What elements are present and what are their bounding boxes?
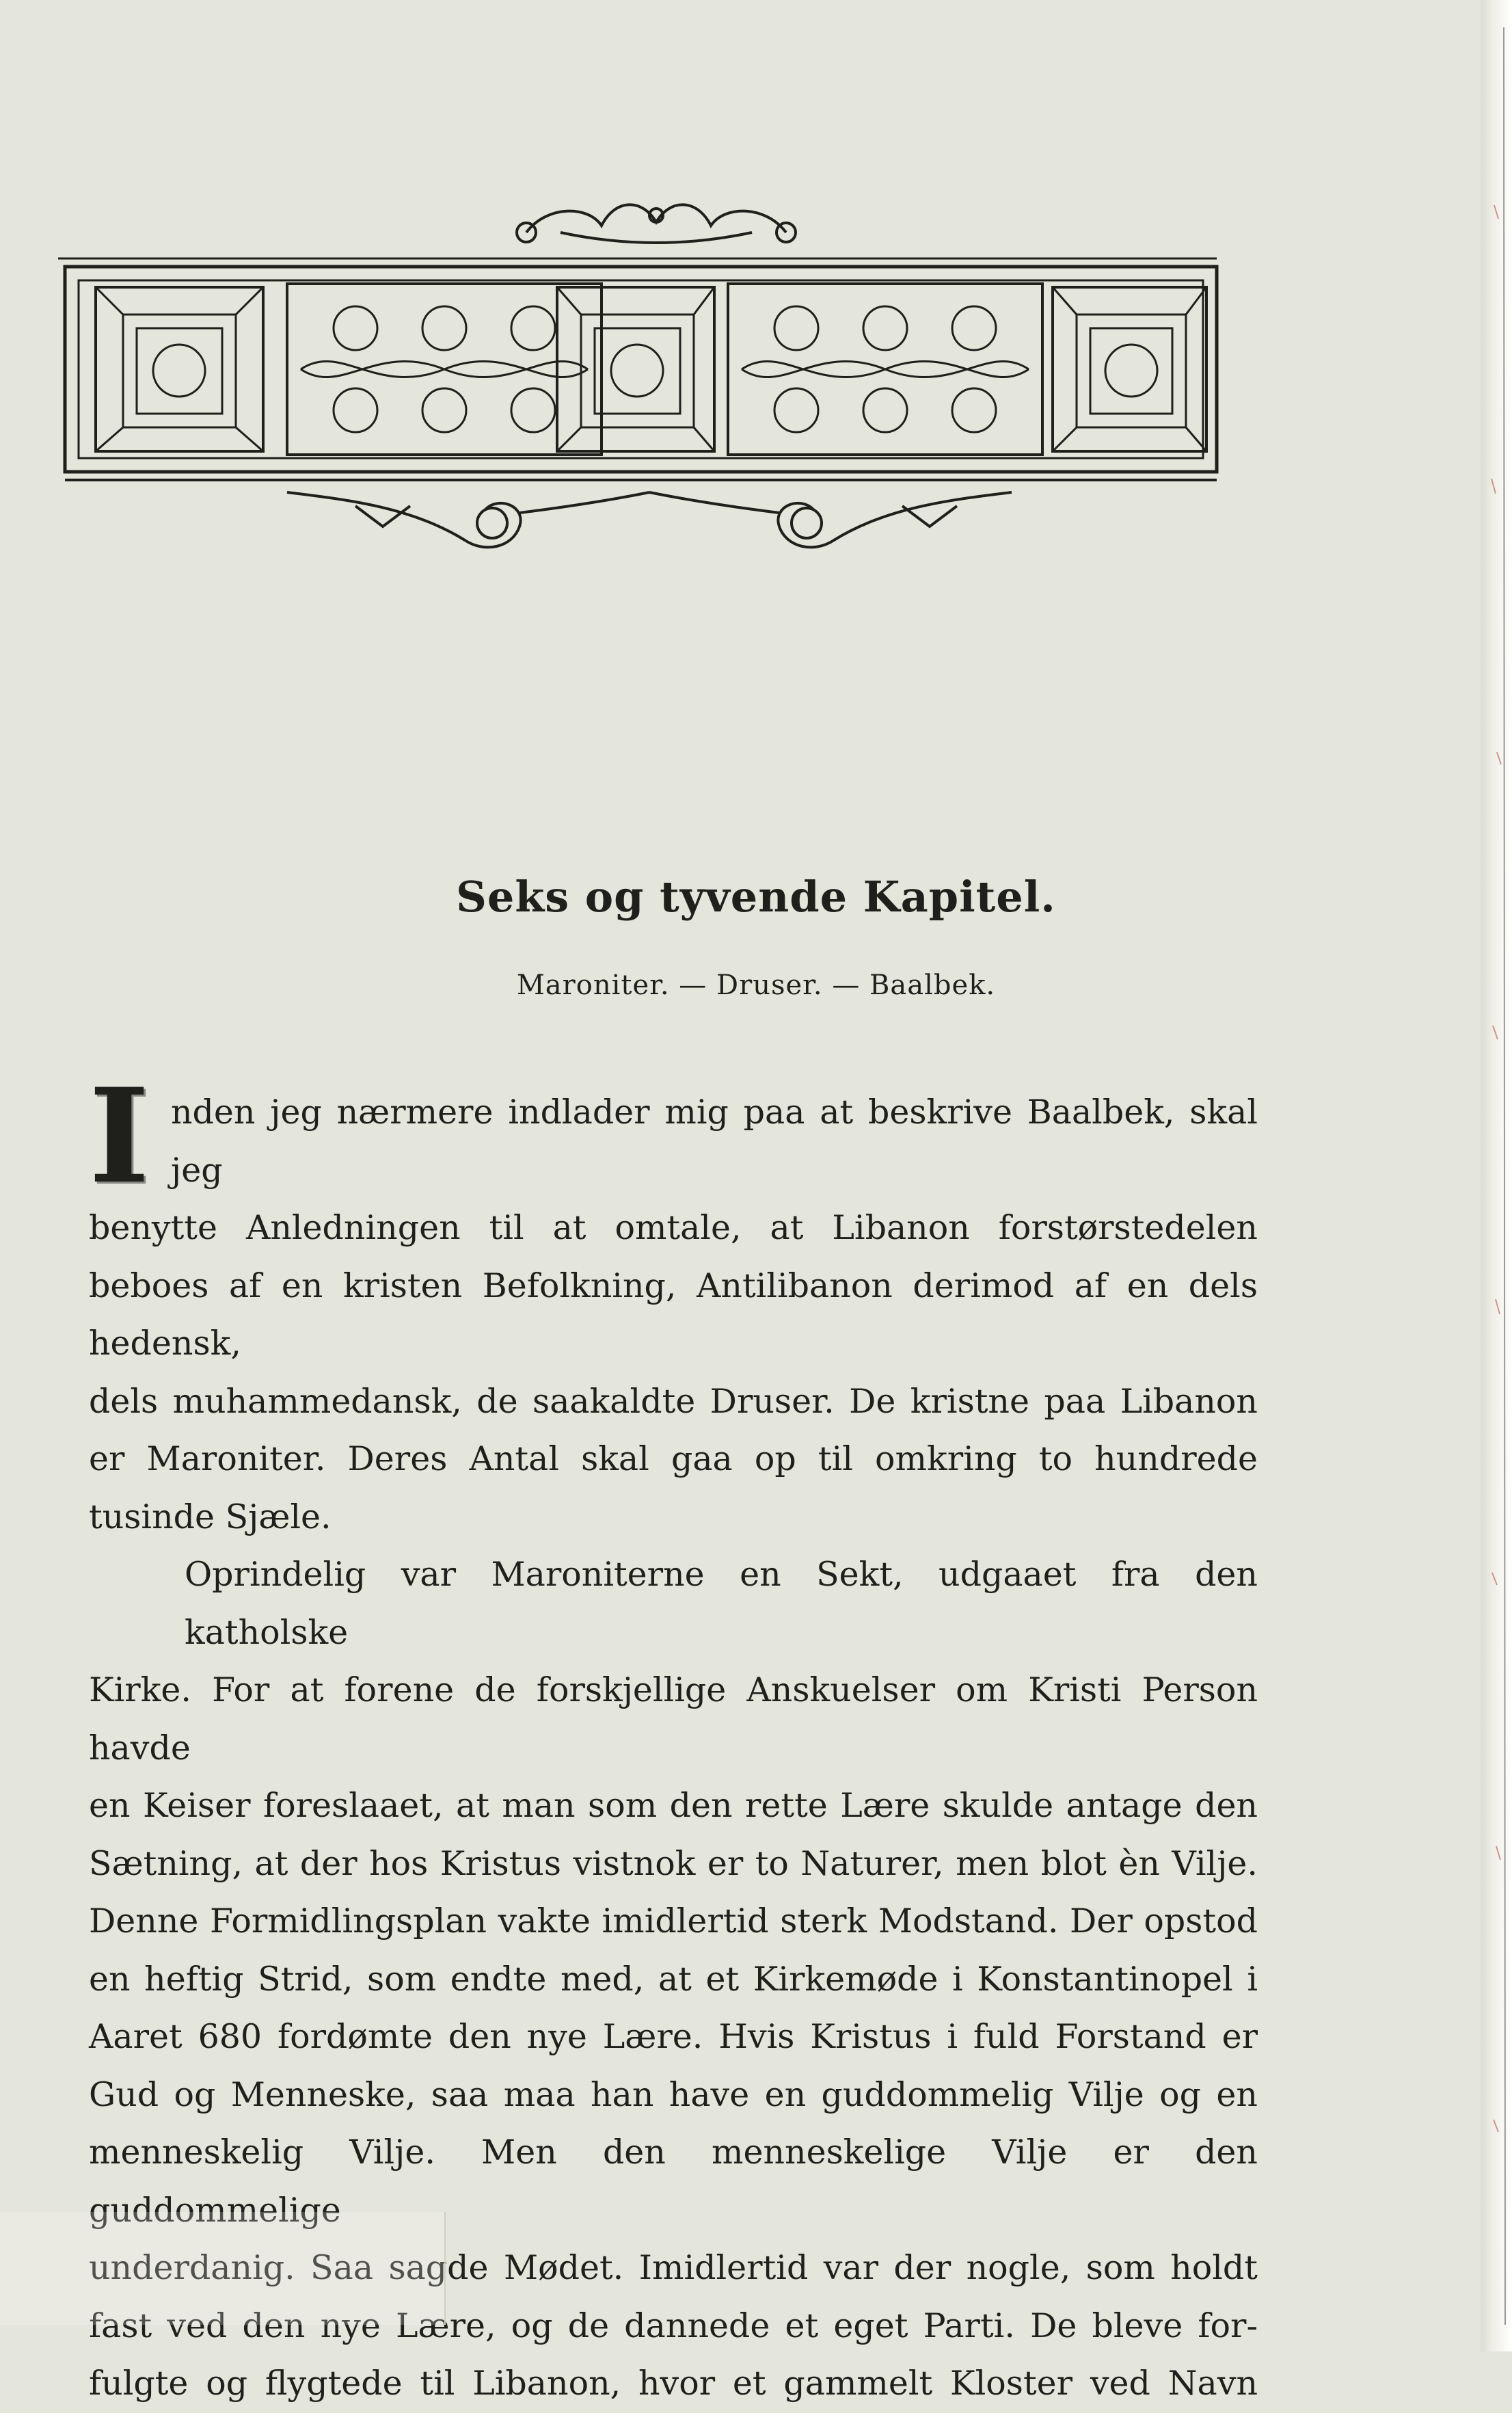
text-line: fulgte og flygtede til Libanon, hvor et gammelt Kloster ved Navn (89, 2364, 1258, 2403)
text-line: en heftig Strid, som endte med, at et Kirkemøde i Konstantinopel i (89, 1959, 1258, 1999)
drop-cap: I (89, 1060, 150, 1212)
paragraph-1 (89, 1060, 1258, 1546)
text-line: Sætning, at der hos Kristus vistnok er to Naturer, men blot èn Vilje. (89, 1843, 1258, 1883)
text-line: fast ved den nye Lære, og de dannede et eget Parti. De bleve for- (89, 2306, 1258, 2345)
text-line: Kirke. For at forene de forskjellige Anskuelser om Kristi Person havde (89, 1670, 1258, 1768)
text-line: er Maroniter. Deres Antal skal gaa op til omkring to hundrede (89, 1439, 1258, 1478)
text-line: Denne Formidlingsplan vakte imidlertid sterk Modstand. Der opstod (89, 1902, 1258, 1941)
text-line: underdanig. Saa sagde Mødet. Imidlertid var der nogle, som holdt (89, 2248, 1258, 2287)
text-line: Oprindelig var Maroniterne en Sekt, udgaaet fra den katholske (185, 1555, 1258, 1652)
header-ornament (55, 185, 1230, 568)
text-line: menneskelig Vilje. Men den menneskelige Vilje er den guddommelige (89, 2133, 1258, 2230)
text-line: benytte Anledningen til at omtale, at Libanon forstørstedelen (89, 1208, 1258, 1247)
bottom-flourish (287, 492, 1012, 547)
text-line: tusinde Sjæle. (89, 1497, 332, 1536)
chapter-subtitle: Maroniter. — Druser. — Baalbek. (516, 970, 996, 1001)
page-edge-marks (1481, 0, 1512, 2351)
text-line: nden jeg nærmere indlader mig paa at beskrive Baalbek, skal jeg (171, 1093, 1258, 1190)
text-line: Gud og Menneske, saa maa han have en guddommelig Vilje og en (89, 2075, 1258, 2114)
top-flourish (517, 204, 796, 243)
text-line: beboes af en kristen Befolkning, Antilibanon derimod af en dels hedensk, (89, 1266, 1258, 1363)
text-line: dels muhammedansk, de saakaldte Druser. De kristne paa Libanon (89, 1381, 1258, 1421)
text-line: Aaret 680 fordømte den nye Lære. Hvis Kristus i fuld Forstand er (89, 2017, 1258, 2056)
library-stamp-area (0, 2212, 446, 2325)
chapter-title: Seks og tyvende Kapitel. (456, 872, 1056, 922)
text-line: en Keiser foreslaaet, at man som den rette Lære skulde antage den (89, 1786, 1258, 1825)
